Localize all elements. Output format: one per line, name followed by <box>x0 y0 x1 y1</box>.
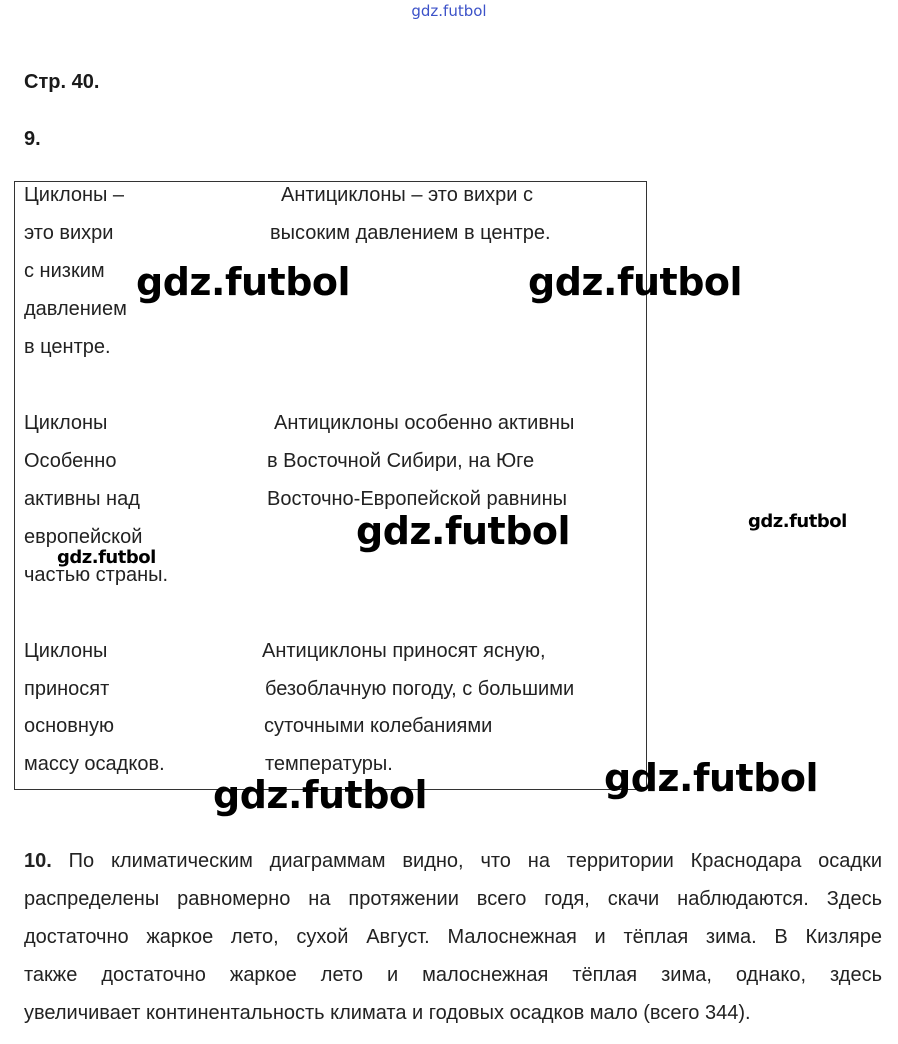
row2-left-line: Особенно <box>24 450 117 472</box>
watermark: gdz.futbol <box>136 260 351 304</box>
row2-right-line: Восточно-Европейской равнины <box>267 488 567 510</box>
row1-right-line: высоким давлением в центре. <box>270 222 551 244</box>
row2-left-line: частью страны. <box>24 564 169 586</box>
row2-right-line: Антициклоны особенно активны <box>274 412 575 434</box>
watermark: gdz.futbol <box>57 547 156 568</box>
row3-right-line: суточными колебаниями <box>264 715 493 737</box>
task-10-text: По климатическим диаграммам видно, что на территории Краснодара осадки <box>68 850 883 872</box>
task-10-line <box>24 842 882 880</box>
row2-right-line: в Восточной Сибири, на Юге <box>267 450 535 472</box>
top-watermark: gdz.futbol <box>411 2 487 20</box>
row3-right-line: Антициклоны приносят ясную, <box>262 640 546 662</box>
row3-left-line: приносят <box>24 678 110 700</box>
task-10-line: также достаточно жаркое лето и малоснежная тёплая зима, однако, здесь <box>24 964 882 986</box>
task-10-paragraph <box>24 842 882 1032</box>
row1-left-line: это вихри <box>24 222 114 244</box>
row1-left-line: Циклоны – <box>24 184 125 206</box>
row1-right-line: Антициклоны – это вихри с <box>281 184 534 206</box>
watermark: gdz.futbol <box>528 260 743 304</box>
row3-left-line: Циклоны <box>24 640 108 662</box>
row3-left-line: основную <box>24 715 114 737</box>
row1-left-line: давлением <box>24 298 127 320</box>
watermark: gdz.futbol <box>213 773 428 817</box>
watermark: gdz.futbol <box>604 756 819 800</box>
row1-left-line: в центре. <box>24 336 111 358</box>
row2-left-line: европейской <box>24 526 143 548</box>
row3-left-line: массу осадков. <box>24 753 165 775</box>
task-10-line: увеличивает континентальность климата и годовых осадков мало (всего 344). <box>24 1002 751 1024</box>
task-10-line: распределены равномерно на протяжении всего годя, скачи наблюдаются. Здесь <box>24 888 882 910</box>
task-9-number: 9. <box>24 128 41 150</box>
row2-left-line: Циклоны <box>24 412 108 434</box>
row3-right-line: температуры. <box>265 753 393 775</box>
watermark: gdz.futbol <box>748 511 847 532</box>
page-reference: Стр. 40. <box>24 71 100 93</box>
watermark: gdz.futbol <box>356 509 571 553</box>
row1-left-line: с низким <box>24 260 105 282</box>
task-10-line: достаточно жаркое лето, сухой Август. Малоснежная и тёплая зима. В Кизляре <box>24 926 882 948</box>
task-10-number: 10. <box>24 850 52 872</box>
row2-left-line: активны над <box>24 488 140 510</box>
row3-right-line: безоблачную погоду, с большими <box>265 678 575 700</box>
